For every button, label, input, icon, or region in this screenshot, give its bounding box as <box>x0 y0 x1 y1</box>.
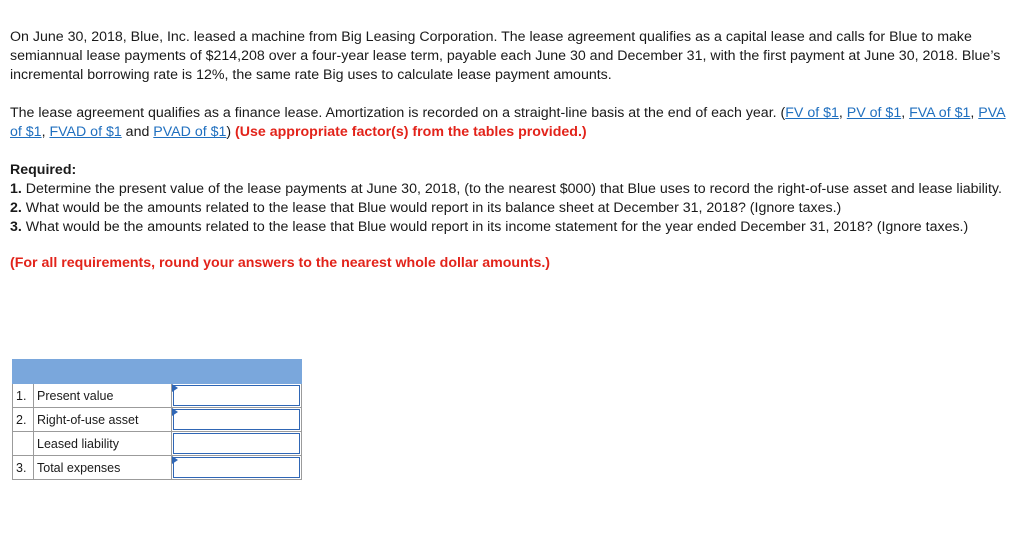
table-row <box>13 408 302 432</box>
rounding-note: (For all requirements, round your answers to the nearest whole dollar amounts.) <box>10 255 551 271</box>
requirement-2: 2. What would be the amounts related to the lease that Blue would report in its balance sheet at December 31, 2018? (Ignore taxes.) <box>10 200 842 216</box>
requirement-3: 3. What would be the amounts related to the lease that Blue would report in its income statement for the year ended December 31, 2018? (Ignore taxes.) <box>10 219 969 235</box>
link-pvad[interactable]: PVAD of $1 <box>153 124 227 140</box>
row-label: Leased liability <box>34 432 172 456</box>
table-header <box>13 360 302 384</box>
flag-icon <box>172 456 178 464</box>
problem-paragraph: On June 30, 2018, Blue, Inc. leased a machine from Big Leasing Corporation. The lease agreement qualifies as a capital lease and calls for Blue to make semiannual lease payments of $214,208 over a four-year lease term, payable each June 30 and December 31, with the first payment at June 30, 2018. Blue’s incremental borrowing rate is 12%, the same rate Big uses to calculate lease payment amounts. <box>10 29 1001 83</box>
link-fv[interactable]: FV of $1 <box>785 105 839 121</box>
flag-icon <box>172 408 178 416</box>
row-number: 1. <box>13 384 34 408</box>
row-number: 2. <box>13 408 34 432</box>
present-value-input[interactable] <box>172 384 302 408</box>
leased-liability-input[interactable] <box>172 432 302 456</box>
row-label: Present value <box>34 384 172 408</box>
lease-paragraph-text: The lease agreement qualifies as a finance lease. Amortization is recorded on a straight-line basis at the end of each year. ( <box>10 105 786 121</box>
total-expenses-input[interactable] <box>172 456 302 480</box>
flag-icon <box>172 384 178 392</box>
link-pv[interactable]: PV of $1 <box>846 105 902 121</box>
row-label: Total expenses <box>34 456 172 480</box>
factor-instruction: (Use appropriate factor(s) from the tables provided.) <box>235 124 587 140</box>
link-fvad[interactable]: FVAD of $1 <box>49 124 122 140</box>
link-pva[interactable]: PVA of $1 <box>10 105 1006 140</box>
problem-text <box>10 28 1010 273</box>
lease-paragraph: The lease agreement qualifies as a finance lease. Amortization is recorded on a straight-line basis at the end of each year. (FV of $1, PV of $1, FVA of $1, PVA of $1, FVAD of $1 and PVAD of $1) (Use appropriate factor(s) from the tables provided.) <box>10 105 1006 140</box>
table-row <box>13 456 302 480</box>
required-heading: Required: <box>10 162 77 178</box>
row-label: Right-of-use asset <box>34 408 172 432</box>
right-of-use-asset-input[interactable] <box>172 408 302 432</box>
answer-table <box>12 359 302 480</box>
link-fva[interactable]: FVA of $1 <box>909 105 971 121</box>
requirement-1: 1. Determine the present value of the lease payments at June 30, 2018, (to the nearest $000) that Blue uses to record the right-of-use asset and lease liability. <box>10 181 1002 197</box>
table-row <box>13 432 302 456</box>
row-number <box>13 432 34 456</box>
table-row <box>13 384 302 408</box>
row-number: 3. <box>13 456 34 480</box>
